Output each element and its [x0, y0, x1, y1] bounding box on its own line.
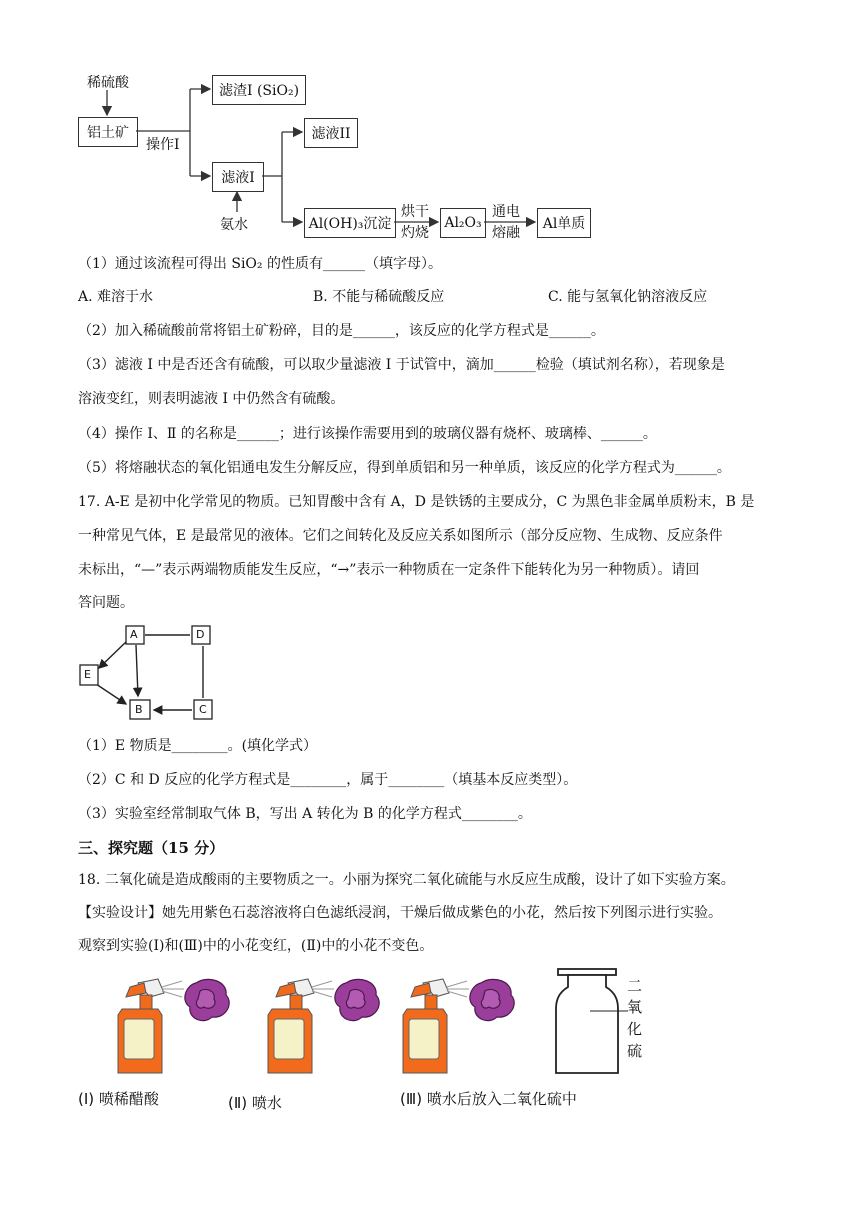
spray-bottle-3-illustration — [385, 975, 525, 1075]
spray-bottle-1-illustration — [100, 975, 240, 1075]
gas-label-char-1: 二 — [627, 977, 643, 995]
q16-option-a: A. 难溶于水 — [78, 289, 154, 305]
q17-part2: （2）C 和 D 反应的化学方程式是________，属于________（填基本反应类型）。 — [78, 772, 578, 788]
molten-label: 熔融 — [492, 225, 520, 241]
bake-label: 烘干 — [401, 204, 429, 220]
node-b: B — [135, 703, 143, 716]
acid-label: 稀硫酸 — [87, 75, 129, 91]
ammonia-label: 氨水 — [220, 217, 248, 233]
op1-label: 操作I — [146, 137, 180, 153]
flowchart-connectors — [0, 0, 860, 260]
filtrate1-box: 滤液I — [212, 162, 264, 192]
caption-experiment-2: (Ⅱ) 喷水 — [228, 1094, 282, 1112]
precipitate-box: Al(OH)₃沉淀 — [304, 208, 396, 238]
q16-part2: （2）加入稀硫酸前常将铝土矿粉碎，目的是______，该反应的化学方程式是______。 — [78, 323, 605, 339]
caption-experiment-3: (Ⅲ) 喷水后放入二氧化硫中 — [400, 1090, 577, 1108]
q17-stem-line3: 未标出，“—”表示两端物质能发生反应，“→”表示一种物质在一定条件下能转化为另一种物质）。请回 — [78, 562, 700, 578]
electrify-label: 通电 — [492, 204, 520, 220]
q16-part5: （5）将熔融状态的氧化铝通电发生分解反应，得到单质铝和另一种单质，该反应的化学方程式为______。 — [78, 460, 731, 476]
node-e: E — [84, 668, 91, 681]
al-box: Al单质 — [537, 208, 591, 238]
calcine-label: 灼烧 — [401, 225, 429, 241]
q18-stem-line3: 观察到实验(Ⅰ)和(Ⅲ)中的小花变红，(Ⅱ)中的小花不变色。 — [78, 938, 434, 954]
q17-part1: （1）E 物质是________。(填化学式） — [78, 738, 318, 754]
gas-jar-illustration — [550, 965, 630, 1080]
gas-label-char-2: 氧 — [627, 998, 643, 1016]
q16-part3-line2: 溶液变红，则表明滤液 I 中仍然含有硫酸。 — [78, 391, 345, 407]
q16-part4: （4）操作 Ⅰ、Ⅱ 的名称是______；进行该操作需要用到的玻璃仪器有烧杯、玻璃棒、______。 — [78, 426, 657, 442]
q17-part3: （3）实验室经常制取气体 B，写出 A 转化为 B 的化学方程式________。 — [78, 806, 532, 822]
caption-experiment-1: (Ⅰ) 喷稀醋酸 — [78, 1090, 159, 1108]
gas-label-char-3: 化 — [627, 1020, 643, 1038]
q17-stem-line2: 一种常见气体，E 是最常见的液体。它们之间转化及反应关系如图所示（部分反应物、生成物、反应条件 — [78, 528, 723, 544]
node-a: A — [130, 628, 138, 641]
ore-box: 铝土矿 — [78, 117, 138, 147]
gas-label-char-4: 硫 — [627, 1042, 643, 1060]
relation-diagram-lines — [70, 618, 240, 730]
spray-bottle-2-illustration — [250, 975, 390, 1075]
filtrate2-box: 滤液II — [304, 118, 358, 148]
node-c: C — [199, 703, 207, 716]
alumina-box: Al₂O₃ — [440, 208, 486, 238]
q16-option-b: B. 不能与稀硫酸反应 — [313, 289, 445, 305]
q17-stem-line1: 17. A-E 是初中化学常见的物质。已知胃酸中含有 A，D 是铁锈的主要成分，C 为黑色非金属单质粉末，B 是 — [78, 494, 755, 510]
section-3-title: 三、探究题（15 分） — [78, 839, 225, 857]
q17-stem-line4: 答问题。 — [78, 595, 134, 611]
q18-stem-line1: 18. 二氧化硫是造成酸雨的主要物质之一。小丽为探究二氧化硫能与水反应生成酸，设计了如下实验方案。 — [78, 872, 735, 888]
q16-part1: （1）通过该流程可得出 SiO₂ 的性质有______（填字母）。 — [78, 256, 442, 272]
node-d: D — [196, 628, 205, 641]
q18-stem-line2: 【实验设计】她先用紫色石蕊溶液将白色滤纸浸润，干燥后做成紫色的小花，然后按下列图示进行实验。 — [78, 905, 722, 921]
residue-box: 滤渣I (SiO₂) — [212, 75, 306, 105]
q16-part3-line1: （3）滤液 I 中是否还含有硫酸，可以取少量滤液 I 于试管中，滴加______检验（填试剂名称），若现象是 — [78, 357, 725, 373]
q16-option-c: C. 能与氢氧化钠溶液反应 — [548, 289, 708, 305]
